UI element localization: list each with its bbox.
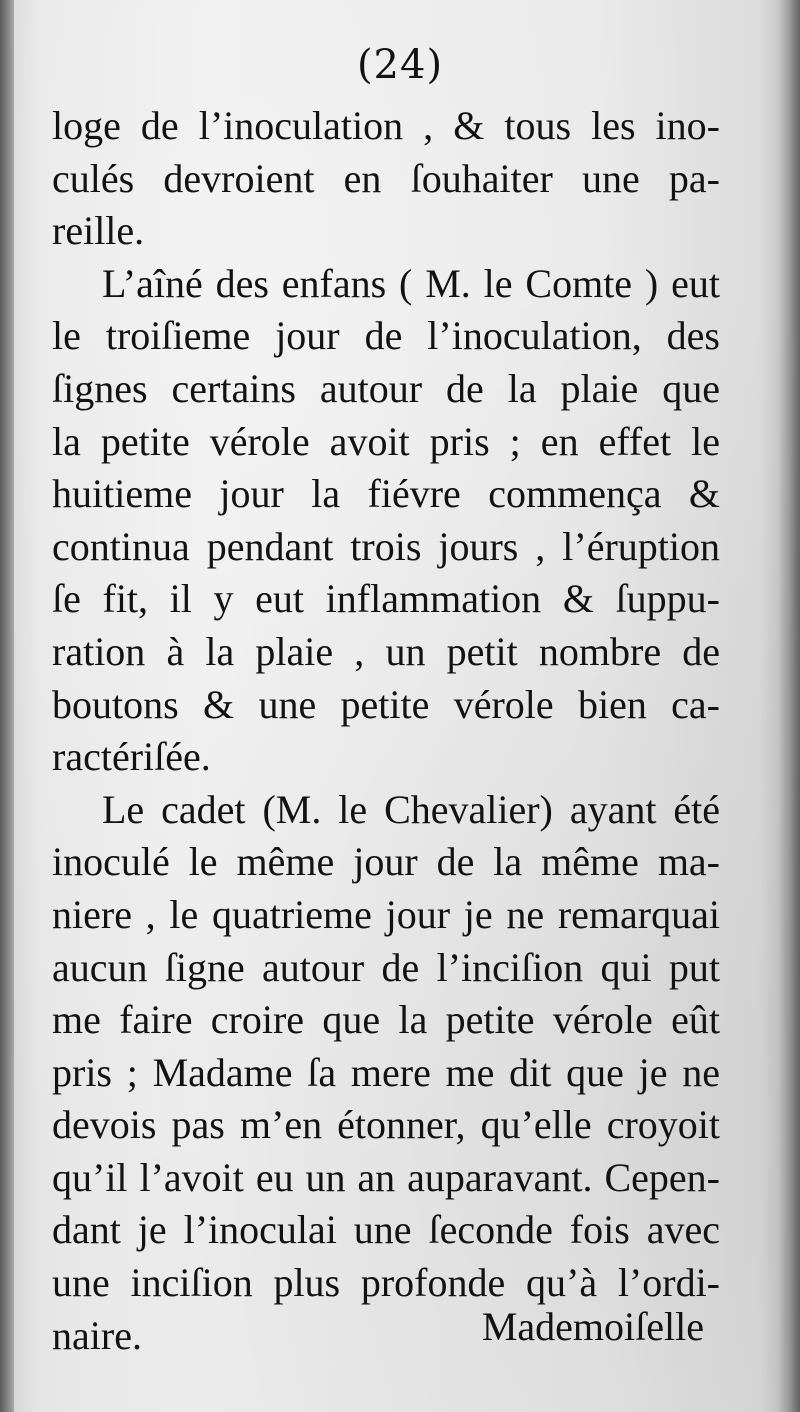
text-line: ractériſée.: [52, 734, 211, 780]
text-line: dant je l’inoculai une ſeconde fois avec: [52, 1207, 720, 1253]
text-line: aucun ſigne autour de l’inciſion qui put: [52, 944, 720, 990]
text-line: huitieme jour la fiévre commença &: [52, 471, 720, 517]
text-line: ſe fit, il y eut inflammation & ſuppu-: [52, 576, 720, 622]
page-number: (24): [356, 42, 444, 88]
text-line: la petite vérole avoit pris ; en effet le: [52, 418, 720, 464]
text-line: naire.: [52, 1312, 142, 1358]
catchword: Mademoiſelle: [481, 1304, 704, 1349]
text-line: ration à la plaie , un petit nombre de: [52, 628, 720, 674]
text-line: qu’il l’avoit eu un an auparavant. Cepen-: [52, 1154, 720, 1200]
text-line: boutons & une petite vérole bien ca-: [52, 681, 720, 727]
text-line: pris ; Madame ſa mere me dit que je ne: [52, 1049, 720, 1095]
text-line: ſignes certains autour de la plaie que: [52, 365, 720, 411]
text-line: L’aîné des enfans ( M. le Comte ) eut: [102, 260, 720, 306]
text-line: une inciſion plus profonde qu’à l’ordi-: [52, 1260, 720, 1306]
text-line: reille.: [52, 208, 145, 254]
text-line: continua pendant trois jours , l’éruption: [52, 523, 720, 569]
text-line: inoculé le même jour de la même ma-: [52, 839, 720, 885]
text-line: me faire croire que la petite vérole eût: [52, 997, 720, 1043]
page-binding-shadow: [0, 0, 14, 1412]
text-line: devois pas m’en étonner, qu’elle croyoit: [52, 1102, 720, 1148]
text-line: culés devroient en ſouhaiter une pa-: [52, 155, 720, 201]
text-line: niere , le quatrieme jour je ne remarquai: [52, 891, 720, 937]
text-line: le troiſieme jour de l’inoculation, des: [52, 313, 720, 359]
text-line: Le cadet (M. le Chevalier) ayant été: [102, 786, 720, 832]
text-line: loge de l’inoculation , & tous les ino-: [52, 103, 720, 148]
page-edge-shadow: [778, 0, 800, 1412]
body-text: [52, 100, 720, 1362]
